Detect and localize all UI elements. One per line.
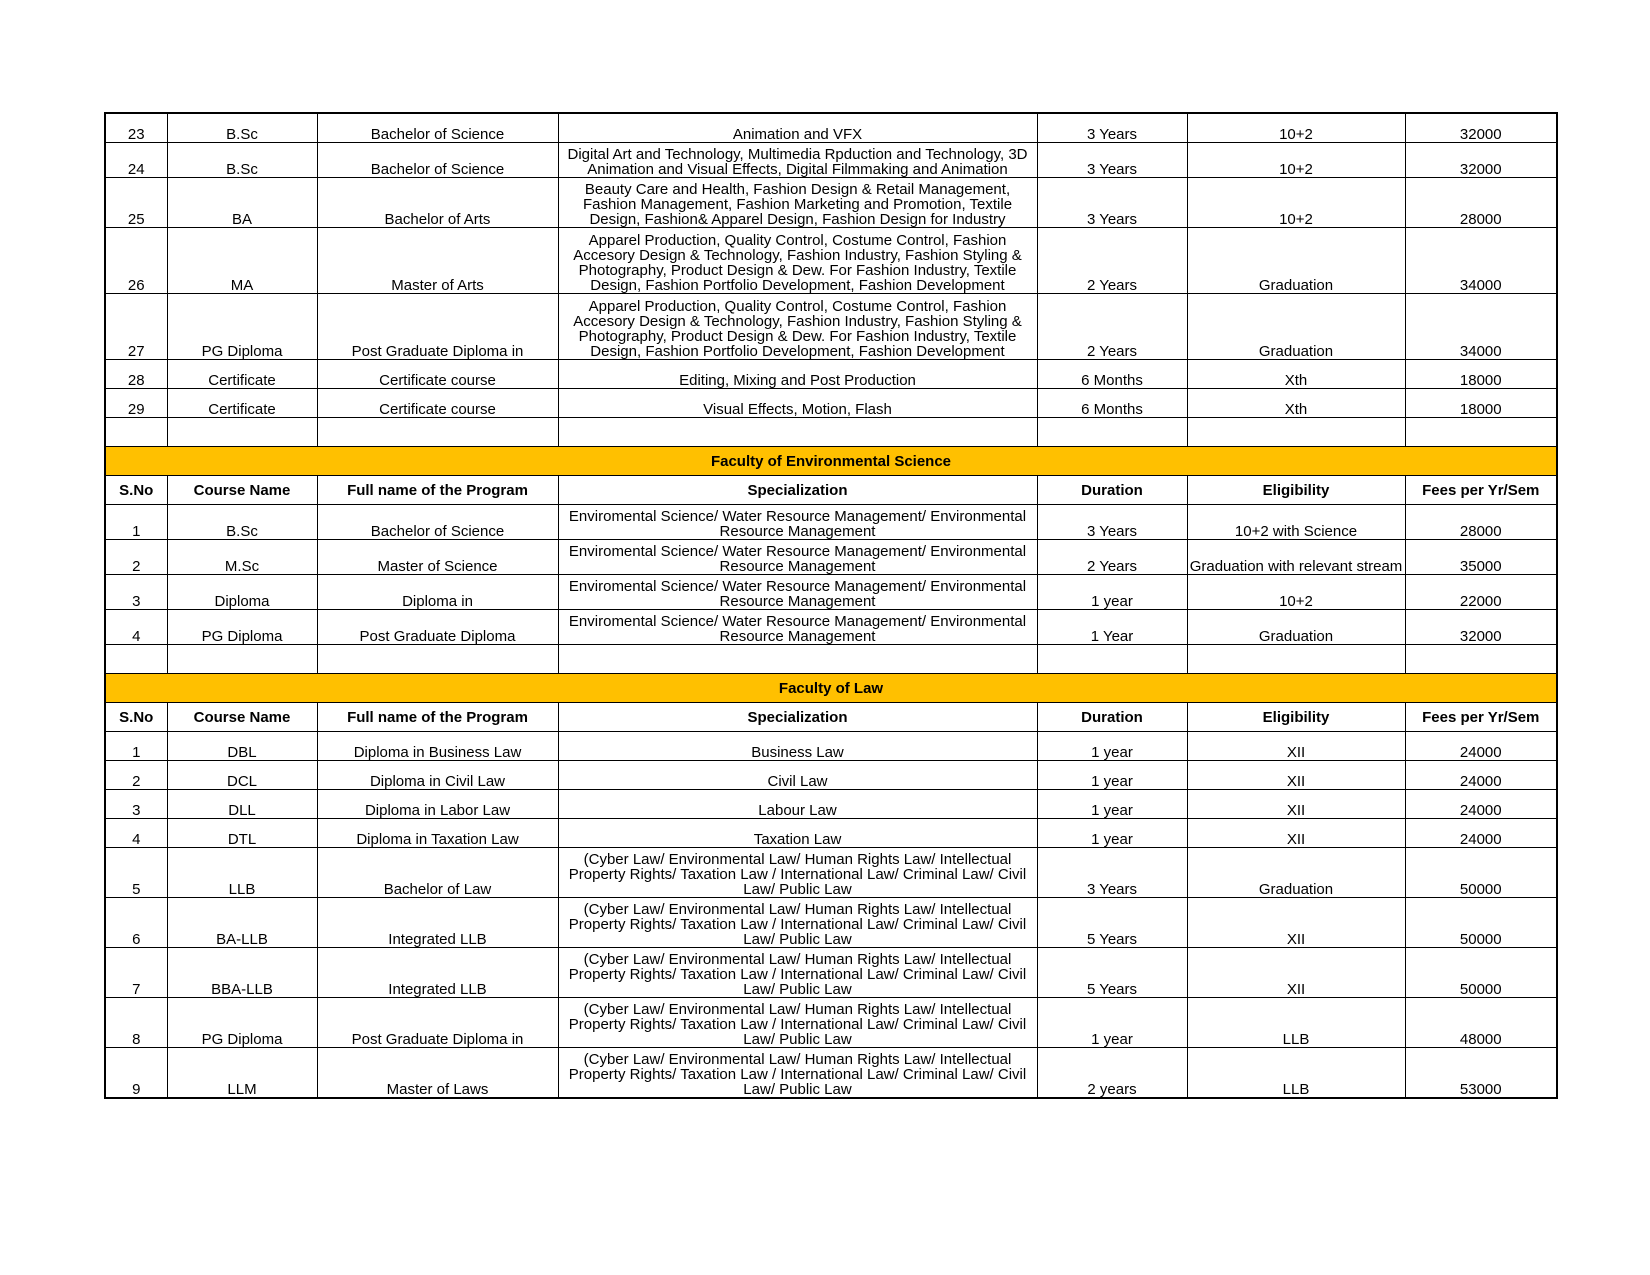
eligibility-cell: 10+2: [1187, 178, 1405, 228]
course-name-cell: B.Sc: [167, 505, 317, 540]
eligibility-cell: LLB: [1187, 998, 1405, 1048]
eligibility-cell: 10+2: [1187, 575, 1405, 610]
empty-cell: [1405, 645, 1557, 674]
specialization-cell: Apparel Production, Quality Control, Costume Control, Fashion Accesory Design & Technology, Fashion Industry, Fashion Styling & Photography, Product Design & Dew. For Fashion Industry, Textile Design, Fashion Portfolio Development, Fashion Development: [558, 294, 1037, 360]
specialization-cell: Beauty Care and Health, Fashion Design & Retail Management, Fashion Management, Fashion Marketing and Promotion, Textile Design, Fashion& Apparel Design, Fashion Design for Industry: [558, 178, 1037, 228]
table-row: [105, 610, 1557, 645]
column-header: Eligibility: [1187, 703, 1405, 732]
column-header: S.No: [105, 703, 167, 732]
specialization-cell: Enviromental Science/ Water Resource Management/ Environmental Resource Management: [558, 575, 1037, 610]
sno-cell: 9: [105, 1048, 167, 1099]
course-name-cell: DCL: [167, 761, 317, 790]
column-header: Fees per Yr/Sem: [1405, 703, 1557, 732]
fees-cell: 28000: [1405, 178, 1557, 228]
course-name-cell: Certificate: [167, 360, 317, 389]
duration-cell: 6 Months: [1037, 389, 1187, 418]
eligibility-cell: XII: [1187, 761, 1405, 790]
table-row: [105, 540, 1557, 575]
fees-cell: 24000: [1405, 761, 1557, 790]
specialization-cell: Enviromental Science/ Water Resource Management/ Environmental Resource Management: [558, 540, 1037, 575]
fees-cell: 34000: [1405, 228, 1557, 294]
duration-cell: 1 Year: [1037, 610, 1187, 645]
specialization-cell: (Cyber Law/ Environmental Law/ Human Rights Law/ Intellectual Property Rights/ Taxation Law / International Law/ Criminal Law/ Civil Law/ Public Law: [558, 848, 1037, 898]
program-cell: Diploma in Taxation Law: [317, 819, 558, 848]
sno-cell: 6: [105, 898, 167, 948]
duration-cell: 3 Years: [1037, 143, 1187, 178]
column-header: Full name of the Program: [317, 476, 558, 505]
fees-cell: 22000: [1405, 575, 1557, 610]
table-row: [105, 505, 1557, 540]
program-cell: Post Graduate Diploma in: [317, 294, 558, 360]
sno-cell: 29: [105, 389, 167, 418]
specialization-cell: Business Law: [558, 732, 1037, 761]
course-name-cell: LLM: [167, 1048, 317, 1099]
eligibility-cell: Xth: [1187, 389, 1405, 418]
sno-cell: 2: [105, 761, 167, 790]
duration-cell: 2 Years: [1037, 294, 1187, 360]
specialization-cell: Enviromental Science/ Water Resource Management/ Environmental Resource Management: [558, 610, 1037, 645]
duration-cell: 5 Years: [1037, 948, 1187, 998]
duration-cell: 3 Years: [1037, 113, 1187, 143]
eligibility-cell: 10+2: [1187, 143, 1405, 178]
table-row: [105, 228, 1557, 294]
fees-cell: 18000: [1405, 389, 1557, 418]
column-header: Course Name: [167, 703, 317, 732]
table-body: [105, 113, 1557, 1098]
duration-cell: 3 Years: [1037, 178, 1187, 228]
sno-cell: 25: [105, 178, 167, 228]
column-header: Specialization: [558, 703, 1037, 732]
program-cell: Post Graduate Diploma in: [317, 998, 558, 1048]
table-row: [105, 848, 1557, 898]
column-header: Duration: [1037, 476, 1187, 505]
fees-cell: 50000: [1405, 898, 1557, 948]
table-row: [105, 998, 1557, 1048]
specialization-cell: (Cyber Law/ Environmental Law/ Human Rights Law/ Intellectual Property Rights/ Taxation Law / International Law/ Criminal Law/ Civil Law/ Public Law: [558, 948, 1037, 998]
duration-cell: 1 year: [1037, 575, 1187, 610]
course-name-cell: DTL: [167, 819, 317, 848]
specialization-cell: Visual Effects, Motion, Flash: [558, 389, 1037, 418]
sno-cell: 23: [105, 113, 167, 143]
column-header-row: [105, 476, 1557, 505]
table-row: [105, 790, 1557, 819]
empty-cell: [1405, 418, 1557, 447]
fees-cell: 28000: [1405, 505, 1557, 540]
column-header: Course Name: [167, 476, 317, 505]
eligibility-cell: 10+2 with Science: [1187, 505, 1405, 540]
sno-cell: 4: [105, 819, 167, 848]
program-cell: Bachelor of Arts: [317, 178, 558, 228]
eligibility-cell: LLB: [1187, 1048, 1405, 1099]
empty-cell: [558, 645, 1037, 674]
eligibility-cell: XII: [1187, 948, 1405, 998]
specialization-cell: Enviromental Science/ Water Resource Management/ Environmental Resource Management: [558, 505, 1037, 540]
table-row: [105, 113, 1557, 143]
sno-cell: 24: [105, 143, 167, 178]
eligibility-cell: Xth: [1187, 360, 1405, 389]
fees-cell: 24000: [1405, 819, 1557, 848]
program-cell: Master of Science: [317, 540, 558, 575]
fees-cell: 50000: [1405, 848, 1557, 898]
course-name-cell: DLL: [167, 790, 317, 819]
fees-cell: 48000: [1405, 998, 1557, 1048]
specialization-cell: (Cyber Law/ Environmental Law/ Human Rights Law/ Intellectual Property Rights/ Taxation Law / International Law/ Criminal Law/ Civil Law/ Public Law: [558, 1048, 1037, 1099]
duration-cell: 2 years: [1037, 1048, 1187, 1099]
table-row: [105, 294, 1557, 360]
program-cell: Bachelor of Science: [317, 113, 558, 143]
sno-cell: 1: [105, 505, 167, 540]
sno-cell: 28: [105, 360, 167, 389]
empty-cell: [1187, 418, 1405, 447]
table-row: [105, 948, 1557, 998]
specialization-cell: Labour Law: [558, 790, 1037, 819]
table-row: [105, 178, 1557, 228]
course-name-cell: BA-LLB: [167, 898, 317, 948]
duration-cell: 1 year: [1037, 761, 1187, 790]
sno-cell: 27: [105, 294, 167, 360]
specialization-cell: Editing, Mixing and Post Production: [558, 360, 1037, 389]
duration-cell: 3 Years: [1037, 505, 1187, 540]
sno-cell: 3: [105, 575, 167, 610]
course-name-cell: DBL: [167, 732, 317, 761]
eligibility-cell: XII: [1187, 732, 1405, 761]
empty-cell: [558, 418, 1037, 447]
course-name-cell: Diploma: [167, 575, 317, 610]
course-name-cell: BA: [167, 178, 317, 228]
column-header: Full name of the Program: [317, 703, 558, 732]
column-header: Specialization: [558, 476, 1037, 505]
empty-cell: [1187, 645, 1405, 674]
fees-cell: 24000: [1405, 732, 1557, 761]
empty-cell: [1037, 418, 1187, 447]
program-cell: Certificate course: [317, 389, 558, 418]
course-name-cell: M.Sc: [167, 540, 317, 575]
course-name-cell: BBA-LLB: [167, 948, 317, 998]
column-header: Duration: [1037, 703, 1187, 732]
eligibility-cell: 10+2: [1187, 113, 1405, 143]
program-cell: Diploma in Civil Law: [317, 761, 558, 790]
program-cell: Integrated LLB: [317, 948, 558, 998]
program-cell: Bachelor of Law: [317, 848, 558, 898]
course-name-cell: PG Diploma: [167, 294, 317, 360]
course-name-cell: B.Sc: [167, 113, 317, 143]
table-row: [105, 1048, 1557, 1099]
sno-cell: 26: [105, 228, 167, 294]
column-header: Eligibility: [1187, 476, 1405, 505]
eligibility-cell: XII: [1187, 819, 1405, 848]
duration-cell: 1 year: [1037, 732, 1187, 761]
specialization-cell: Apparel Production, Quality Control, Costume Control, Fashion Accesory Design & Technology, Fashion Industry, Fashion Styling & Photography, Product Design & Dew. For Fashion Industry, Textile Design, Fashion Portfolio Development, Fashion Development: [558, 228, 1037, 294]
empty-cell: [167, 418, 317, 447]
specialization-cell: Animation and VFX: [558, 113, 1037, 143]
specialization-cell: Digital Art and Technology, Multimedia Rpduction and Technology, 3D Animation and Visual Effects, Digital Filmmaking and Animation: [558, 143, 1037, 178]
program-cell: Diploma in Labor Law: [317, 790, 558, 819]
eligibility-cell: Graduation: [1187, 228, 1405, 294]
program-cell: Diploma in: [317, 575, 558, 610]
program-cell: Post Graduate Diploma: [317, 610, 558, 645]
course-name-cell: Certificate: [167, 389, 317, 418]
sno-cell: 2: [105, 540, 167, 575]
eligibility-cell: XII: [1187, 898, 1405, 948]
empty-row: [105, 645, 1557, 674]
course-name-cell: LLB: [167, 848, 317, 898]
eligibility-cell: Graduation with relevant stream: [1187, 540, 1405, 575]
empty-row: [105, 418, 1557, 447]
fees-cell: 32000: [1405, 610, 1557, 645]
empty-cell: [1037, 645, 1187, 674]
fees-cell: 24000: [1405, 790, 1557, 819]
section-header-row: [105, 674, 1557, 703]
section-header-row: [105, 447, 1557, 476]
course-name-cell: PG Diploma: [167, 610, 317, 645]
sno-cell: 1: [105, 732, 167, 761]
duration-cell: 1 year: [1037, 998, 1187, 1048]
specialization-cell: (Cyber Law/ Environmental Law/ Human Rights Law/ Intellectual Property Rights/ Taxation Law / International Law/ Criminal Law/ Civil Law/ Public Law: [558, 898, 1037, 948]
specialization-cell: Taxation Law: [558, 819, 1037, 848]
fees-cell: 32000: [1405, 143, 1557, 178]
empty-cell: [105, 645, 167, 674]
table-row: [105, 360, 1557, 389]
empty-cell: [167, 645, 317, 674]
column-header-row: [105, 703, 1557, 732]
program-cell: Bachelor of Science: [317, 143, 558, 178]
course-name-cell: B.Sc: [167, 143, 317, 178]
duration-cell: 1 year: [1037, 790, 1187, 819]
table-row: [105, 575, 1557, 610]
eligibility-cell: XII: [1187, 790, 1405, 819]
eligibility-cell: Graduation: [1187, 848, 1405, 898]
fees-cell: 53000: [1405, 1048, 1557, 1099]
sno-cell: 7: [105, 948, 167, 998]
empty-cell: [105, 418, 167, 447]
eligibility-cell: Graduation: [1187, 294, 1405, 360]
table-row: [105, 819, 1557, 848]
column-header: S.No: [105, 476, 167, 505]
duration-cell: 5 Years: [1037, 898, 1187, 948]
duration-cell: 2 Years: [1037, 228, 1187, 294]
program-cell: Master of Arts: [317, 228, 558, 294]
program-cell: Master of Laws: [317, 1048, 558, 1099]
section-title: Faculty of Environmental Science: [105, 447, 1557, 476]
sno-cell: 4: [105, 610, 167, 645]
program-cell: Certificate course: [317, 360, 558, 389]
duration-cell: 1 year: [1037, 819, 1187, 848]
duration-cell: 6 Months: [1037, 360, 1187, 389]
fees-cell: 35000: [1405, 540, 1557, 575]
fees-cell: 50000: [1405, 948, 1557, 998]
empty-cell: [317, 645, 558, 674]
sno-cell: 3: [105, 790, 167, 819]
empty-cell: [317, 418, 558, 447]
sno-cell: 5: [105, 848, 167, 898]
course-fee-table: [104, 112, 1558, 1099]
table-row: [105, 732, 1557, 761]
specialization-cell: (Cyber Law/ Environmental Law/ Human Rights Law/ Intellectual Property Rights/ Taxation Law / International Law/ Criminal Law/ Civil Law/ Public Law: [558, 998, 1037, 1048]
program-cell: Integrated LLB: [317, 898, 558, 948]
program-cell: Bachelor of Science: [317, 505, 558, 540]
course-name-cell: PG Diploma: [167, 998, 317, 1048]
table-row: [105, 761, 1557, 790]
table-row: [105, 143, 1557, 178]
program-cell: Diploma in Business Law: [317, 732, 558, 761]
duration-cell: 2 Years: [1037, 540, 1187, 575]
eligibility-cell: Graduation: [1187, 610, 1405, 645]
course-name-cell: MA: [167, 228, 317, 294]
fees-cell: 18000: [1405, 360, 1557, 389]
fees-cell: 34000: [1405, 294, 1557, 360]
sno-cell: 8: [105, 998, 167, 1048]
section-title: Faculty of Law: [105, 674, 1557, 703]
duration-cell: 3 Years: [1037, 848, 1187, 898]
table-row: [105, 389, 1557, 418]
specialization-cell: Civil Law: [558, 761, 1037, 790]
table-row: [105, 898, 1557, 948]
column-header: Fees per Yr/Sem: [1405, 476, 1557, 505]
fees-cell: 32000: [1405, 113, 1557, 143]
